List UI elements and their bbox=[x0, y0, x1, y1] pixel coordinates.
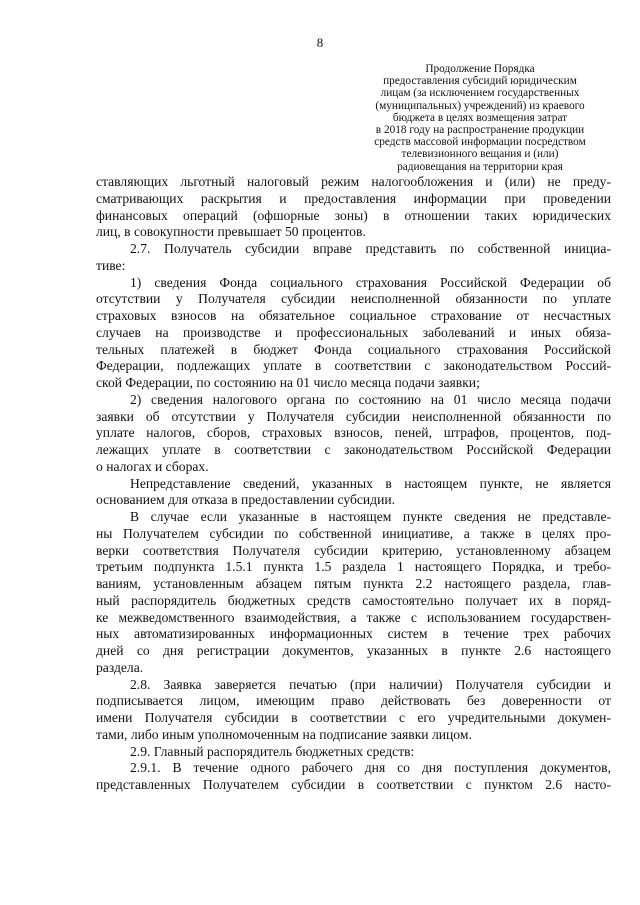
body-line: уплате налогов, сборов, страховых взносов, пеней, штрафов, процентов, под- bbox=[96, 425, 611, 441]
body-line: заявки об отсутствии у Получателя субсидии неисполненной обязанности по bbox=[96, 408, 611, 424]
body-line: Непредставление сведений, указанных в настоящем пункте, не является bbox=[130, 475, 611, 491]
body-line: ской Федерации, по состоянию на 01 число месяца подачи заявки; bbox=[96, 375, 480, 390]
body-line: В случае если указанные в настоящем пункте сведения не представле- bbox=[130, 509, 611, 524]
body-line: ставляющих льготный налоговый режим налогообложения и (или) не преду- bbox=[96, 174, 611, 189]
body-line: основанием для отказа в предоставлении субсидии. bbox=[96, 492, 396, 508]
header-line: бюджета в целях возмещения затрат bbox=[392, 111, 568, 124]
body-line: сматривающих раскрытия и предоставления информации при проведении bbox=[96, 190, 611, 206]
header-line: (муниципальных) учреждений) из краевого bbox=[375, 99, 585, 112]
body-line: 1) сведения Фонда социального страхования Российской Федерации об bbox=[130, 274, 611, 290]
header-line: предоставления субсидий юридическим bbox=[383, 75, 577, 88]
document-header bbox=[362, 63, 598, 173]
body-line: раздела. bbox=[96, 659, 144, 675]
body-line: 2.9. Главный распорядитель бюджетных средств: bbox=[130, 743, 415, 759]
body-line: ваниям, установленным абзацем пятым пункта 2.2 настоящего раздела, глав- bbox=[96, 576, 611, 591]
body-line: верки соответствия Получателя субсидии критерию, установленному абзацем bbox=[96, 542, 611, 558]
body-line: страховых взносов на обязательное социальное страхование от несчастных bbox=[96, 308, 611, 323]
body-line: ных автоматизированных информационных систем в течение трех рабочих bbox=[96, 626, 611, 642]
body-line: дней со дня регистрации документов, указанных в пункте 2.6 настоящего bbox=[96, 643, 611, 658]
page-number: 8 bbox=[316, 35, 324, 50]
body-line: Федерации, подлежащих уплате в соответствии с законодательством Россий- bbox=[96, 358, 611, 374]
body-line: подписывается лицом, имеющим право действовать без доверенности от bbox=[96, 693, 611, 709]
body-line: тиве: bbox=[96, 257, 126, 273]
header-line: радиовещания на территории края bbox=[397, 160, 563, 173]
body-line: ный распорядитель бюджетных средств самостоятельно получает их в поряд- bbox=[96, 592, 611, 608]
body-line: третьим подпункта 1.5.1 пункта 1.5 раздела 1 настоящего Порядка, и требо- bbox=[96, 559, 611, 575]
body-line: представленных Получателем субсидии в соответствии с пунктом 2.6 насто- bbox=[96, 777, 611, 792]
body-line: лиц, в совокупности превышает 50 процентов. bbox=[96, 224, 366, 240]
body-line: 2) сведения налогового органа по состоянию на 01 число месяца подачи bbox=[130, 391, 611, 407]
header-line: средств массовой информации посредством bbox=[374, 136, 586, 149]
body-line: тельных платежей в бюджет Фонда социального страхования Российской bbox=[96, 341, 611, 357]
body-line: лежащих уплате в соответствии с законодательством Российской Федерации bbox=[96, 442, 611, 457]
header-line: Продолжение Порядка bbox=[425, 63, 535, 75]
body-line: отсутствии у Получателя субсидии неисполненной обязанности по уплате bbox=[96, 291, 611, 307]
body-line: ке межведомственного взаимодействия, а также с использованием государствен- bbox=[96, 609, 611, 625]
body-line: случаев на производстве и профессиональных заболеваний и иных обяза- bbox=[96, 324, 611, 340]
body-line: имени Получателя субсидии в соответствии с его учредительными докумен- bbox=[96, 710, 611, 725]
body-line: тами, либо иным уполномоченным на подписание заявки лицом. bbox=[96, 726, 472, 742]
header-line: лицам (за исключением государственных bbox=[380, 87, 580, 100]
body-line: ны Получателем субсидии по собственной инициативе, а также в целях про- bbox=[96, 525, 611, 541]
body-line: 2.9.1. В течение одного рабочего дня со дня поступления документов, bbox=[130, 760, 611, 776]
body-line: финансовых операций (офшорные зоны) в отношении таких юридических bbox=[96, 207, 611, 223]
body-line: о налогах и сборах. bbox=[96, 458, 209, 474]
header-line: телевизионного вещания и (или) bbox=[401, 148, 559, 161]
header-line: в 2018 году на распространение продукции bbox=[375, 124, 585, 137]
body-line: 2.8. Заявка заверяется печатью (при наличии) Получателя субсидии и bbox=[130, 676, 611, 692]
document-body bbox=[96, 174, 611, 794]
body-line: 2.7. Получатель субсидии вправе представить по собственной инициа- bbox=[130, 241, 611, 256]
